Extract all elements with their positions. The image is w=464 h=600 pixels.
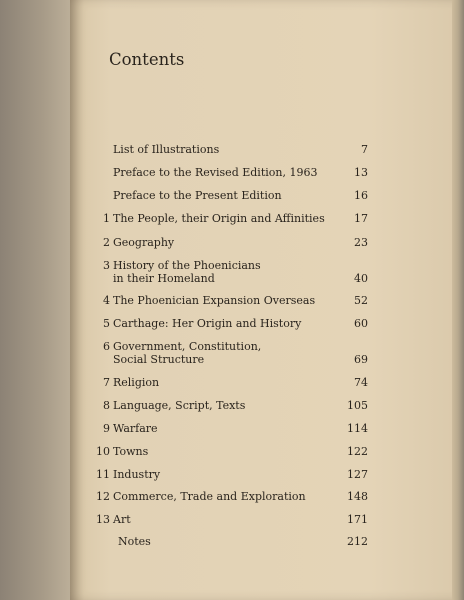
toc-entry xyxy=(90,259,368,289)
page-number: 13 xyxy=(354,166,368,179)
entry-title: Preface to the Revised Edition, 1963 xyxy=(113,166,318,179)
chapter-number: 8 xyxy=(103,399,110,412)
facing-page-edge xyxy=(0,0,72,600)
entry-title: Religion xyxy=(113,376,160,389)
page-number: 105 xyxy=(347,399,368,412)
entry-title: The People, their Origin and Affinities xyxy=(113,212,325,225)
page-number: 60 xyxy=(354,317,368,330)
page-number: 40 xyxy=(354,272,368,285)
chapter-number: 6 xyxy=(103,340,110,353)
chapter-number: 3 xyxy=(103,259,110,272)
page-number: 127 xyxy=(347,468,368,481)
entry-title-line: Social Structure xyxy=(113,353,205,366)
chapter-number: 9 xyxy=(103,422,110,435)
entry-title: Commerce, Trade and Exploration xyxy=(113,490,306,503)
page-number: 114 xyxy=(347,422,368,435)
chapter-number: 11 xyxy=(96,468,110,481)
toc-entry xyxy=(90,535,368,565)
entry-title: Preface to the Present Edition xyxy=(113,189,282,202)
chapter-number: 4 xyxy=(103,294,110,307)
chapter-number: 2 xyxy=(103,236,110,249)
chapter-number: 7 xyxy=(103,376,110,389)
page-number: 16 xyxy=(354,189,368,202)
chapter-number: 12 xyxy=(96,490,110,503)
page-number: 171 xyxy=(347,513,368,526)
entry-title: Industry xyxy=(113,468,161,481)
entry-title: Warfare xyxy=(113,422,158,435)
chapter-number: 13 xyxy=(96,513,110,526)
page-number: 23 xyxy=(354,236,368,249)
entry-title: Language, Script, Texts xyxy=(113,399,246,412)
page-number: 69 xyxy=(354,353,368,366)
page-edge xyxy=(452,0,464,600)
entry-title-line: History of the Phoenicians xyxy=(113,259,261,272)
entry-title-line: Government, Constitution, xyxy=(113,340,262,353)
page-number: 52 xyxy=(354,294,368,307)
entry-title: Carthage: Her Origin and History xyxy=(113,317,302,330)
entry-title: The Phoenician Expansion Overseas xyxy=(113,294,316,307)
toc-entry xyxy=(90,340,368,370)
entry-title: Art xyxy=(113,513,131,526)
entry-title: Towns xyxy=(113,445,149,458)
chapter-number: 5 xyxy=(103,317,110,330)
page-title: Contents xyxy=(109,50,185,69)
entry-title: Geography xyxy=(113,236,175,249)
chapter-number: 10 xyxy=(96,445,110,458)
entry-title: Notes xyxy=(118,535,151,548)
page-number: 148 xyxy=(347,490,368,503)
page-number: 122 xyxy=(347,445,368,458)
page-number: 7 xyxy=(361,143,368,156)
entry-title-line: in their Homeland xyxy=(113,272,215,285)
chapter-number: 1 xyxy=(103,212,110,225)
page-number: 212 xyxy=(347,535,368,548)
entry-title: List of Illustrations xyxy=(113,143,220,156)
page-number: 74 xyxy=(354,376,368,389)
page-number: 17 xyxy=(354,212,368,225)
